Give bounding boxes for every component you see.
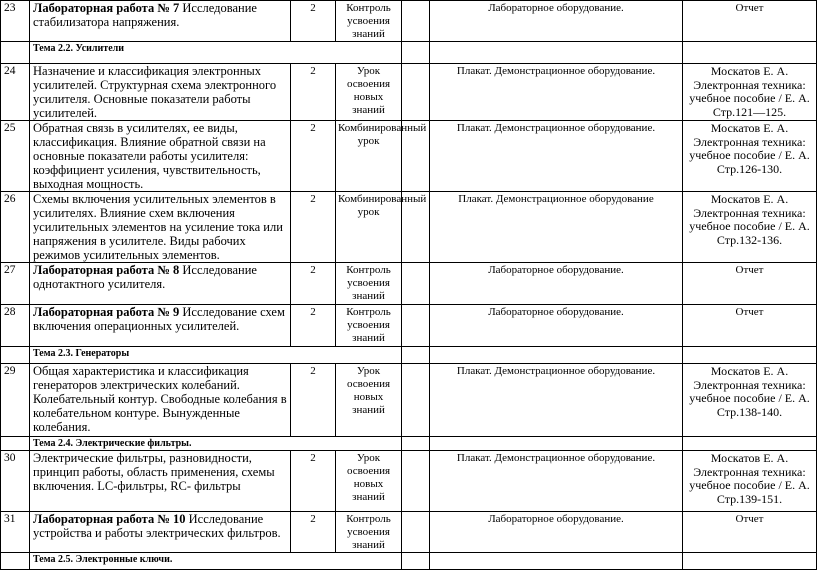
spacer-cell — [402, 42, 430, 64]
equipment-cell — [430, 347, 683, 364]
equipment-cell — [430, 42, 683, 64]
lesson-type: Комбинированный урок — [336, 192, 402, 263]
section-row — [1, 553, 817, 570]
literature-cell — [683, 553, 817, 570]
lesson-topic — [30, 64, 291, 121]
table-row — [1, 451, 817, 512]
hours-cell: 2 — [291, 305, 336, 347]
lesson-topic-text: Обратная связь в усилителях, ее виды, классификация. Влияние обратной связи на основные показатели работы усилителя: коэффициент усиления, чувствительность, выходная мощность. — [33, 121, 266, 191]
lesson-topic-text: Исследование устройства и работы электрических фильтров. — [33, 512, 281, 540]
lesson-type: Контроль усвоения знаний — [336, 263, 402, 305]
hours-cell: 2 — [291, 192, 336, 263]
equipment-cell — [430, 553, 683, 570]
spacer-cell — [402, 437, 430, 451]
lab-work-title: Лабораторная работа № 8 — [33, 263, 180, 277]
row-number: 28 — [1, 305, 30, 347]
spacer-cell — [402, 347, 430, 364]
lesson-type: Урок освоения новых знаний — [336, 364, 402, 437]
spacer-cell — [402, 263, 430, 305]
section-row — [1, 347, 817, 364]
row-number: 24 — [1, 64, 30, 121]
lesson-topic-text: Исследование схем включения операционных усилителей. — [33, 305, 285, 333]
equipment: Плакат. Демонстрационное оборудование. — [430, 451, 683, 512]
table-row — [1, 192, 817, 263]
literature: Отчет — [683, 1, 817, 42]
literature: Москатов Е. А. Электронная техника: учебное пособие / Е. А. Стр.121—125. — [683, 64, 817, 121]
table-row — [1, 305, 817, 347]
literature: Отчет — [683, 263, 817, 305]
lesson-topic-text: Назначение и классификация электронных усилителей. Структурная схема электронного усилителя. Основные показатели работы усилителей. — [33, 64, 277, 120]
row-number-cell — [1, 42, 30, 64]
hours-cell: 2 — [291, 121, 336, 192]
row-number: 29 — [1, 364, 30, 437]
table-row — [1, 364, 817, 437]
lesson-type: Контроль усвоения знаний — [336, 512, 402, 553]
equipment: Лабораторное оборудование. — [430, 263, 683, 305]
spacer-cell — [402, 1, 430, 42]
literature: Москатов Е. А. Электронная техника: учебное пособие / Е. А. Стр.126-130. — [683, 121, 817, 192]
row-number: 23 — [1, 1, 30, 42]
spacer-cell — [402, 553, 430, 570]
lesson-topic — [30, 263, 291, 305]
row-number: 25 — [1, 121, 30, 192]
lab-work-title: Лабораторная работа № 10 — [33, 512, 186, 526]
section-title: Тема 2.5. Электронные ключи. — [30, 553, 402, 570]
lesson-type: Урок освоения новых знаний — [336, 451, 402, 512]
row-number: 31 — [1, 512, 30, 553]
literature: Отчет — [683, 512, 817, 553]
section-title: Тема 2.3. Генераторы — [30, 347, 402, 364]
lesson-topic-text: Исследование стабилизатора напряжения. — [33, 1, 257, 29]
spacer-cell — [402, 451, 430, 512]
lesson-topic-text: Исследование однотактного усилителя. — [33, 263, 257, 291]
equipment: Плакат. Демонстрационное оборудование. — [430, 121, 683, 192]
equipment-cell — [430, 437, 683, 451]
lesson-topic — [30, 512, 291, 553]
spacer-cell — [402, 512, 430, 553]
hours-cell: 2 — [291, 1, 336, 42]
lesson-type: Контроль усвоения знаний — [336, 305, 402, 347]
hours-cell: 2 — [291, 64, 336, 121]
table-row — [1, 512, 817, 553]
literature: Москатов Е. А. Электронная техника: учебное пособие / Е. А. Стр.138-140. — [683, 364, 817, 437]
spacer-cell — [402, 305, 430, 347]
lesson-type: Урок освоения новых знаний — [336, 64, 402, 121]
lab-work-title: Лабораторная работа № 7 — [33, 1, 180, 15]
row-number-cell — [1, 347, 30, 364]
section-title: Тема 2.4. Электрические фильтры. — [30, 437, 402, 451]
spacer-cell — [402, 364, 430, 437]
equipment: Плакат. Демонстрационное оборудование. — [430, 364, 683, 437]
table-row — [1, 1, 817, 42]
literature-cell — [683, 437, 817, 451]
lesson-topic-text: Схемы включения усилительных элементов в усилителях. Влияние схем включения усилительных элементов на усиление тока или напряжения в усилителе. Виды рабочих режимов усилительных элементов. — [33, 192, 283, 262]
equipment: Лабораторное оборудование. — [430, 305, 683, 347]
row-number-cell — [1, 437, 30, 451]
lesson-topic-text: Электрические фильтры, разновидности, принцип работы, область применения, схемы включения. LC-фильтры, RC- фильтры — [33, 451, 275, 493]
section-row — [1, 42, 817, 64]
literature-cell — [683, 42, 817, 64]
lesson-type: Комбинированный урок — [336, 121, 402, 192]
equipment: Плакат. Демонстрационное оборудование. — [430, 64, 683, 121]
lesson-topic — [30, 305, 291, 347]
equipment: Лабораторное оборудование. — [430, 1, 683, 42]
lesson-topic — [30, 121, 291, 192]
hours-cell: 2 — [291, 364, 336, 437]
row-number: 26 — [1, 192, 30, 263]
lab-work-title: Лабораторная работа № 9 — [33, 305, 180, 319]
hours-cell: 2 — [291, 263, 336, 305]
row-number: 27 — [1, 263, 30, 305]
literature: Москатов Е. А. Электронная техника: учебное пособие / Е. А. Стр.132-136. — [683, 192, 817, 263]
row-number-cell — [1, 553, 30, 570]
section-title: Тема 2.2. Усилители — [30, 42, 402, 64]
hours-cell: 2 — [291, 451, 336, 512]
literature: Москатов Е. А. Электронная техника: учебное пособие / Е. А. Стр.139-151. — [683, 451, 817, 512]
spacer-cell — [402, 64, 430, 121]
table-row — [1, 121, 817, 192]
lesson-type: Контроль усвоения знаний — [336, 1, 402, 42]
lesson-topic — [30, 192, 291, 263]
table-row — [1, 263, 817, 305]
literature: Отчет — [683, 305, 817, 347]
lesson-topic — [30, 451, 291, 512]
lesson-topic-text: Общая характеристика и классификация генераторов электрических колебаний. Колебательный контур. Свободные колебания в колебательном контуре. Вынужденные колебания. — [33, 364, 287, 434]
literature-cell — [683, 347, 817, 364]
table-row — [1, 64, 817, 121]
equipment: Плакат. Демонстрационное оборудование — [430, 192, 683, 263]
row-number: 30 — [1, 451, 30, 512]
equipment: Лабораторное оборудование. — [430, 512, 683, 553]
lesson-topic — [30, 364, 291, 437]
lesson-topic — [30, 1, 291, 42]
section-row — [1, 437, 817, 451]
hours-cell: 2 — [291, 512, 336, 553]
